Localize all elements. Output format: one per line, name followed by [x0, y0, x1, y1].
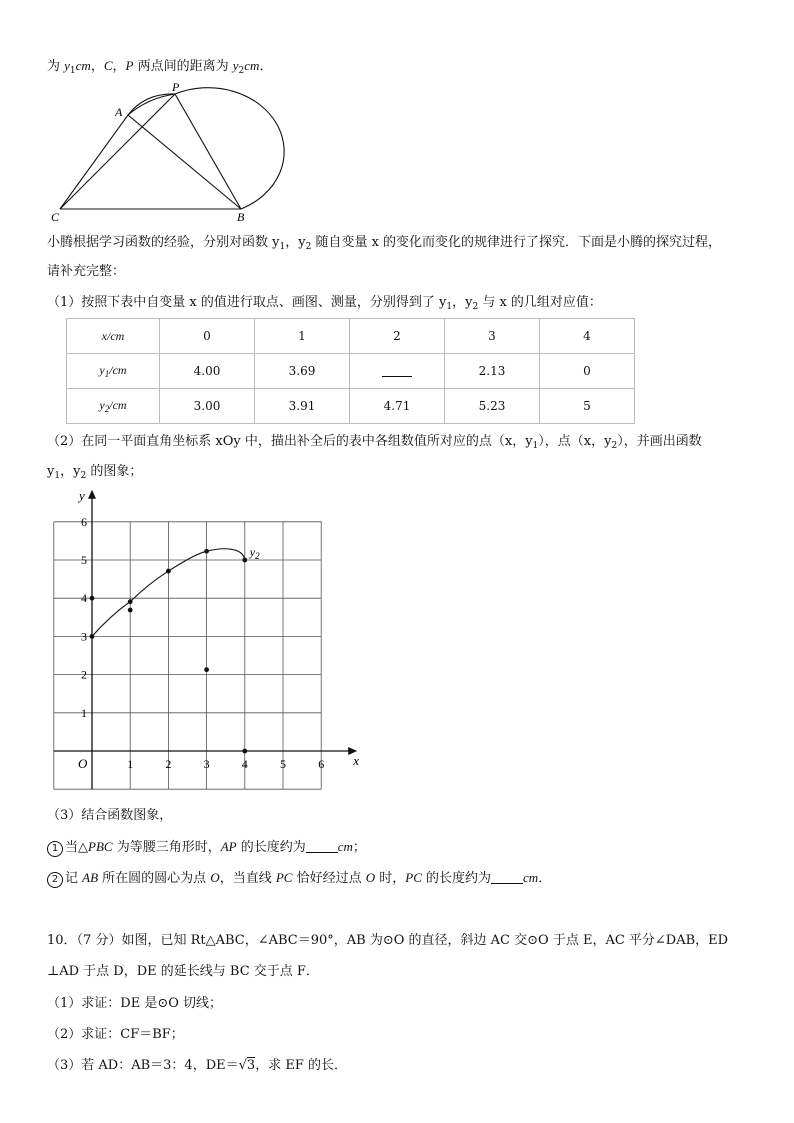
text: 为	[47, 59, 65, 74]
text: y	[99, 363, 105, 377]
cell: 5.23	[445, 389, 540, 424]
data-point	[242, 558, 247, 563]
var: y	[232, 58, 239, 73]
data-point	[204, 667, 209, 672]
cell: 3.91	[255, 389, 350, 424]
answer-blank[interactable]	[306, 840, 338, 853]
sub: 2	[238, 66, 245, 76]
text: ），点（x，y	[538, 434, 612, 449]
chart-axes	[54, 490, 357, 789]
cell: 4.00	[160, 354, 255, 389]
q10-line2: ⊥AD 于点 D，DE 的延长线与 BC 交于点 F．	[47, 964, 319, 979]
x-tick-label: 4	[241, 757, 248, 771]
cell: 3	[445, 319, 540, 354]
q10-part2: （2）求证：CF＝BF；	[47, 1027, 184, 1042]
text: ，当直线	[219, 871, 276, 886]
data-point	[166, 569, 171, 574]
text: 小腾根据学习函数的经验，分别对函数 y	[47, 235, 280, 250]
chart-ticks	[81, 515, 324, 771]
text: 当△	[65, 840, 88, 855]
text: ；	[352, 840, 366, 855]
label-c: C	[51, 210, 60, 224]
cell: 2	[350, 319, 445, 354]
text: 时，	[375, 871, 406, 886]
chart-grid	[54, 522, 321, 789]
radicand: 3	[246, 1058, 256, 1073]
segment-ab	[128, 115, 241, 209]
data-point	[204, 549, 209, 554]
q1-line	[47, 293, 602, 317]
q10-part1: （1）求证：DE 是⊙O 切线；	[47, 996, 222, 1011]
text: 两点间的距离为	[133, 59, 233, 74]
var: PBC	[88, 839, 113, 854]
circled-number: 1	[47, 841, 63, 857]
sub: 2	[472, 302, 479, 312]
y-axis-arrow	[88, 490, 96, 499]
x-axis-label: x	[353, 753, 359, 768]
text: /cm	[109, 398, 127, 412]
cell: 3.69	[255, 354, 350, 389]
intro-line1	[47, 233, 721, 257]
cell: 2.13	[445, 354, 540, 389]
x-tick-label: 2	[165, 757, 172, 771]
sqrt-sign: √	[238, 1058, 247, 1073]
data-point	[90, 596, 95, 601]
data-point	[242, 749, 247, 754]
text: ，	[90, 59, 104, 74]
x-tick-label: 1	[127, 757, 134, 771]
y-tick-label: 3	[81, 629, 87, 644]
cell: x/cm	[67, 319, 160, 354]
sub: 2	[611, 441, 618, 451]
data-point	[128, 608, 133, 613]
sub: 2	[104, 404, 110, 414]
x-tick-label: 5	[280, 757, 286, 771]
text: 恰好经过点	[292, 871, 366, 886]
q3-item1	[47, 837, 366, 858]
text: （3）若 AD：AB＝3：4，DE＝	[47, 1058, 239, 1073]
text: 的长度约为	[421, 871, 492, 886]
cell: 1	[255, 319, 350, 354]
cell: 0	[540, 354, 635, 389]
q3-item2	[47, 868, 551, 889]
data-point	[90, 634, 95, 639]
y-tick-label: 5	[81, 553, 87, 567]
label-p: P	[172, 80, 180, 94]
y-tick-label: 2	[81, 667, 87, 682]
text: 与 x 的几组对应值：	[478, 295, 602, 310]
sub: 1	[69, 66, 76, 76]
cell: 3.00	[160, 389, 255, 424]
segment-ca	[60, 115, 128, 209]
curve-label-sub: 2	[255, 551, 260, 562]
table-row	[67, 354, 635, 389]
sub: 2	[305, 242, 312, 252]
sub: 1	[446, 302, 453, 312]
origin-label: O	[78, 756, 88, 771]
q10-line1: 10．（7 分）如图，已知 Rt△ABC，∠ABC＝90°，AB 为⊙O 的直径，斜边 AC 交⊙O 于点 E，AC 平分∠DAB，ED	[47, 933, 729, 948]
text: 记	[65, 871, 83, 886]
text: y	[99, 398, 105, 412]
text: 随自变量 x 的变化而变化的规律进行了探究．下面是小腾的探究过程，	[311, 235, 722, 250]
function-chart	[45, 488, 365, 798]
text: ．	[259, 59, 273, 74]
cell: 0	[160, 319, 255, 354]
var: O	[365, 870, 376, 885]
y-tick-label: 4	[81, 591, 87, 606]
var: PC	[405, 870, 422, 885]
cell: 4.71	[350, 389, 445, 424]
segment-pb	[175, 94, 241, 209]
text: ，y	[452, 295, 473, 310]
unit: cm	[337, 839, 353, 854]
label-a: A	[115, 105, 123, 119]
text: （1）按照下表中自变量 x 的值进行取点、画图、测量，分别得到了 y	[47, 295, 447, 310]
data-point	[128, 599, 133, 604]
table-row	[67, 389, 635, 424]
unit: cm	[523, 870, 539, 885]
unit: cm	[75, 58, 91, 73]
cell	[67, 389, 160, 424]
table-row	[67, 319, 635, 354]
circled-number: 2	[47, 872, 63, 888]
label-b: B	[237, 210, 245, 224]
y-tick-label: 1	[81, 705, 87, 720]
q10-part3	[47, 1056, 347, 1076]
curve-label	[249, 545, 260, 561]
sub: 1	[532, 441, 539, 451]
sub: 1	[279, 242, 286, 252]
var: O	[210, 870, 220, 885]
answer-blank[interactable]	[491, 871, 523, 884]
text: （2）在同一平面直角坐标系 xOy 中，描出补全后的表中各组数值所对应的点（x，y	[47, 434, 533, 449]
q3-title: （3）结合函数图象，	[47, 808, 173, 823]
text: ），并画出函数	[617, 434, 702, 449]
q2-line1	[47, 432, 702, 456]
text: y	[47, 464, 55, 479]
text: 所在圆的圆心为点	[98, 871, 211, 886]
var: AB	[82, 870, 99, 885]
cell: 4	[540, 319, 635, 354]
text: 为等腰三角形时，	[112, 840, 221, 855]
var: AP	[220, 839, 237, 854]
text: 的图象；	[86, 464, 143, 479]
var: PC	[275, 870, 293, 885]
text: ，y	[60, 464, 81, 479]
q2-line2	[47, 462, 142, 486]
var: y	[64, 58, 70, 73]
answer-blank[interactable]	[382, 365, 412, 377]
text: ．	[538, 871, 552, 886]
y-axis-label: y	[79, 488, 85, 503]
unit: cm	[244, 58, 260, 73]
x-tick-label: 6	[318, 757, 325, 771]
text: ，求 EF 的长．	[255, 1058, 347, 1073]
sub: 1	[54, 471, 61, 481]
geometry-figure	[45, 80, 305, 225]
intro-line2: 请补充完整：	[47, 264, 126, 279]
x-tick-label: 3	[203, 757, 210, 771]
top-line	[47, 56, 272, 81]
text: 的长度约为	[236, 840, 306, 855]
cell	[67, 354, 160, 389]
sub: 2	[80, 471, 87, 481]
text: ，y	[285, 235, 306, 250]
text: ，	[112, 59, 126, 74]
blank-cell[interactable]	[350, 354, 445, 389]
var: C	[103, 58, 113, 73]
curve-label-main: y	[249, 545, 256, 560]
y-tick-label: 6	[81, 514, 87, 529]
sub: 1	[104, 369, 110, 379]
value-table	[66, 318, 635, 424]
cell: 5	[540, 389, 635, 424]
var: P	[125, 58, 134, 73]
text: /cm	[109, 363, 127, 377]
